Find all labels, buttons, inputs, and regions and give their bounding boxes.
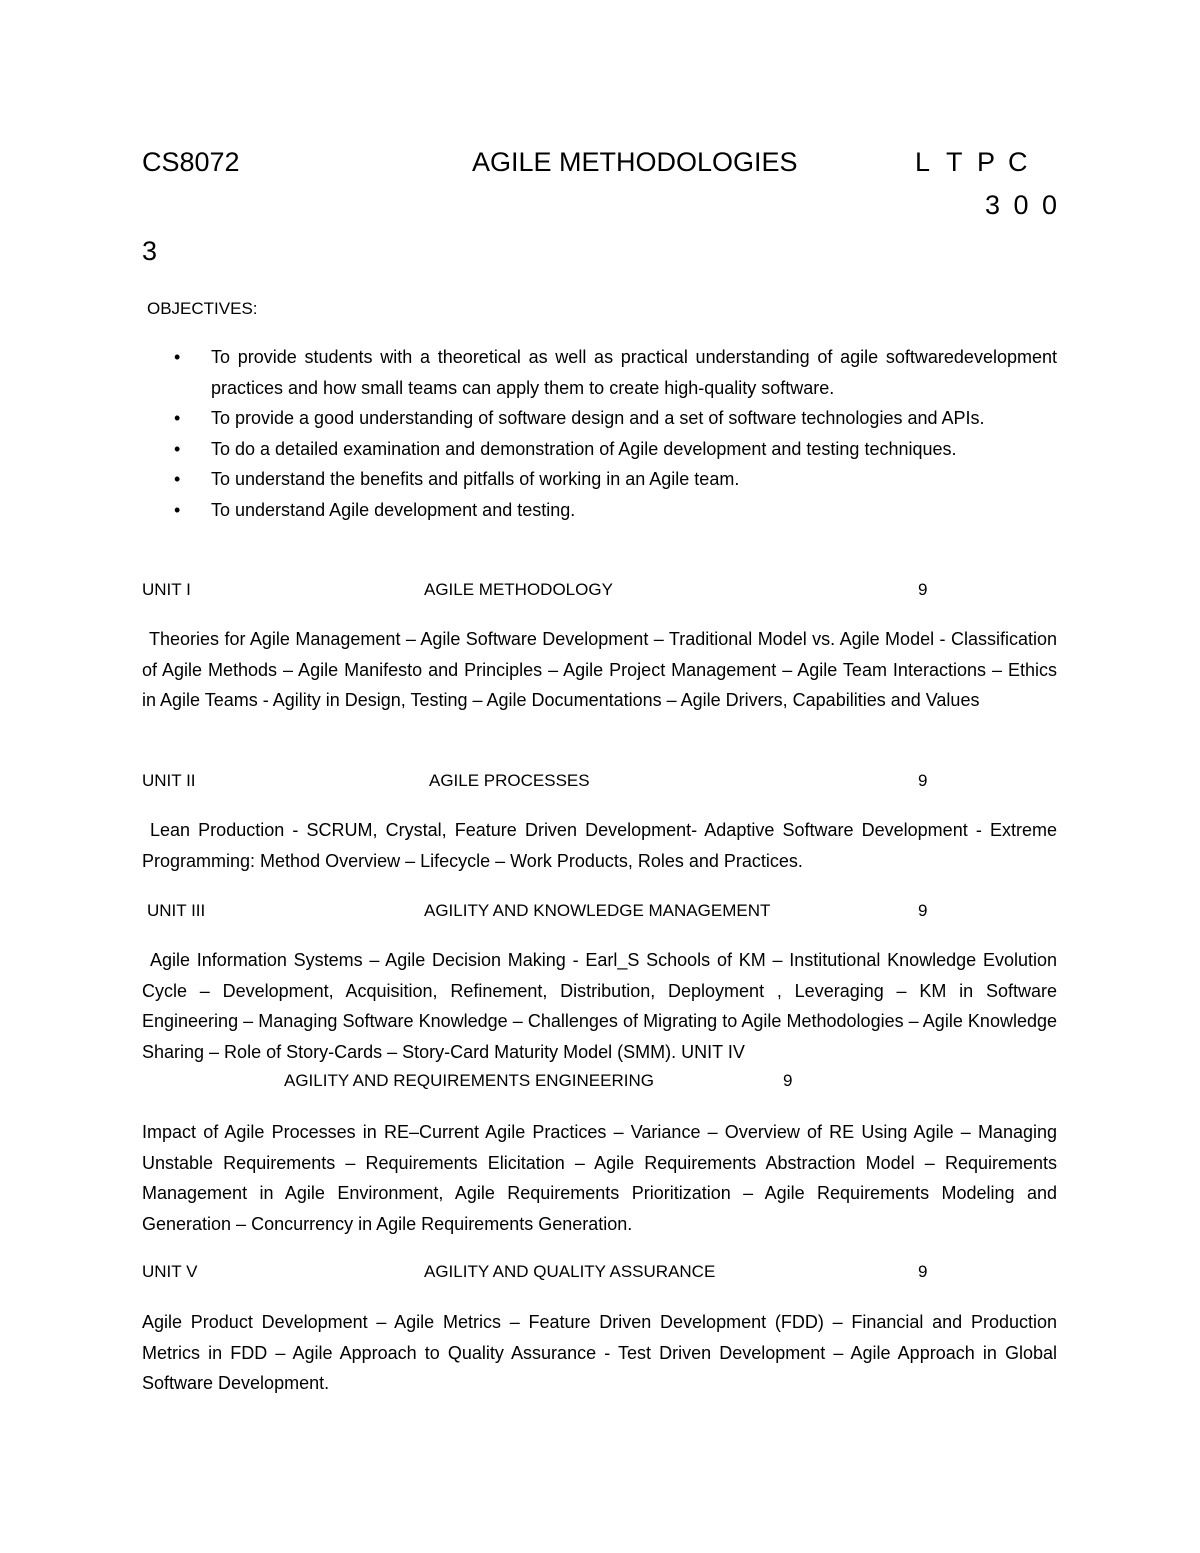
list-item bbox=[142, 434, 1057, 465]
unit-1-hours: 9 bbox=[918, 580, 928, 599]
ltpc-label-l: L bbox=[915, 147, 931, 177]
objective-text: To provide students with a theoretical as well as practical understanding of agile softwaredevelopment practices and how small teams can apply them to create high-quality software. bbox=[211, 347, 1057, 398]
unit-5-title: AGILITY AND QUALITY ASSURANCE bbox=[424, 1262, 716, 1281]
ltpc-values: 3 0 0 bbox=[985, 190, 1061, 220]
objective-text: To do a detailed examination and demonstration of Agile development and testing techniques. bbox=[211, 438, 957, 459]
bullet-icon: • bbox=[174, 347, 181, 367]
bullet-icon: • bbox=[174, 438, 181, 459]
bullet-icon: • bbox=[174, 408, 181, 428]
unit-3-label: UNIT III bbox=[147, 901, 206, 920]
objective-text: To understand Agile development and testing. bbox=[211, 499, 576, 520]
list-item bbox=[142, 403, 1057, 434]
list-item bbox=[142, 342, 1057, 403]
unit-5-hours: 9 bbox=[918, 1262, 928, 1281]
ltpc-label-t: T bbox=[946, 147, 963, 177]
unit-2-content: Lean Production - SCRUM, Crystal, Feature Driven Development- Adaptive Software Development - Extreme Programming: Method Overview – Lifecycle – Work Products, Roles and Practices. bbox=[142, 820, 1057, 871]
unit-5-content: Agile Product Development – Agile Metrics – Feature Driven Development (FDD) – Financial and Production Metrics in FDD – Agile Approach to Quality Assurance - Test Driven Development – Agile Approach in Global Software Development. bbox=[142, 1312, 1057, 1393]
unit-4-hours: 9 bbox=[783, 1071, 793, 1090]
course-title: AGILE METHODOLOGIES bbox=[472, 147, 798, 177]
unit-5-label: UNIT V bbox=[142, 1262, 198, 1281]
ltpc-label-p: P bbox=[977, 147, 996, 177]
ltpc-labels bbox=[915, 147, 1039, 178]
ltpc-credit: 3 bbox=[142, 236, 158, 266]
course-code: CS8072 bbox=[142, 147, 240, 177]
unit-2-title: AGILE PROCESSES bbox=[429, 771, 590, 790]
unit-4-content: Impact of Agile Processes in RE–Current Agile Practices – Variance – Overview of RE Using Agile – Managing Unstable Requirements – Requirements Elicitation – Agile Requirements Abstraction Model – Requirements Management in Agile Environment, Agile Requirements Prioritization – Agile Requirements Modeling and Generation – Concurrency in Agile Requirements Generation. bbox=[142, 1122, 1057, 1234]
unit-1-title: AGILE METHODOLOGY bbox=[424, 580, 613, 599]
unit-1-content: Theories for Agile Management – Agile Software Development – Traditional Model vs. Agile Model - Classification of Agile Methods – Agile Manifesto and Principles – Agile Project Management – Agile Team Interactions – Ethics in Agile Teams - Agility in Design, Testing – Agile Documentations – Agile Drivers, Capabilities and Values bbox=[142, 629, 1057, 710]
objective-text: To understand the benefits and pitfalls of working in an Agile team. bbox=[211, 469, 740, 489]
unit-3-content: Agile Information Systems – Agile Decision Making - Earl_S Schools of KM – Institutional Knowledge Evolution Cycle – Development, Acquisition, Refinement, Distribution, Deployment , Leveraging – KM in Software Engineering – Managing Software Knowledge – Challenges of Migrating to Agile Methodologies – Agile Knowledge Sharing – Role of Story-Cards – Story-Card Maturity Model (SMM). UNIT IV bbox=[142, 950, 1057, 1062]
list-item bbox=[142, 464, 1057, 495]
unit-2-hours: 9 bbox=[918, 771, 928, 790]
bullet-icon: • bbox=[174, 499, 181, 520]
objectives-list bbox=[142, 342, 1057, 525]
unit-2-label: UNIT II bbox=[142, 771, 196, 790]
objectives-heading: OBJECTIVES: bbox=[147, 299, 258, 318]
ltpc-label-c: C bbox=[1008, 147, 1028, 177]
unit-3-title: AGILITY AND KNOWLEDGE MANAGEMENT bbox=[424, 901, 771, 920]
unit-1-label: UNIT I bbox=[142, 580, 191, 599]
objective-text: To provide a good understanding of software design and a set of software technologies and APIs. bbox=[211, 408, 985, 428]
bullet-icon: • bbox=[174, 469, 181, 489]
unit-4-title: AGILITY AND REQUIREMENTS ENGINEERING bbox=[284, 1071, 654, 1090]
list-item bbox=[142, 495, 1057, 526]
unit-3-hours: 9 bbox=[918, 901, 928, 920]
